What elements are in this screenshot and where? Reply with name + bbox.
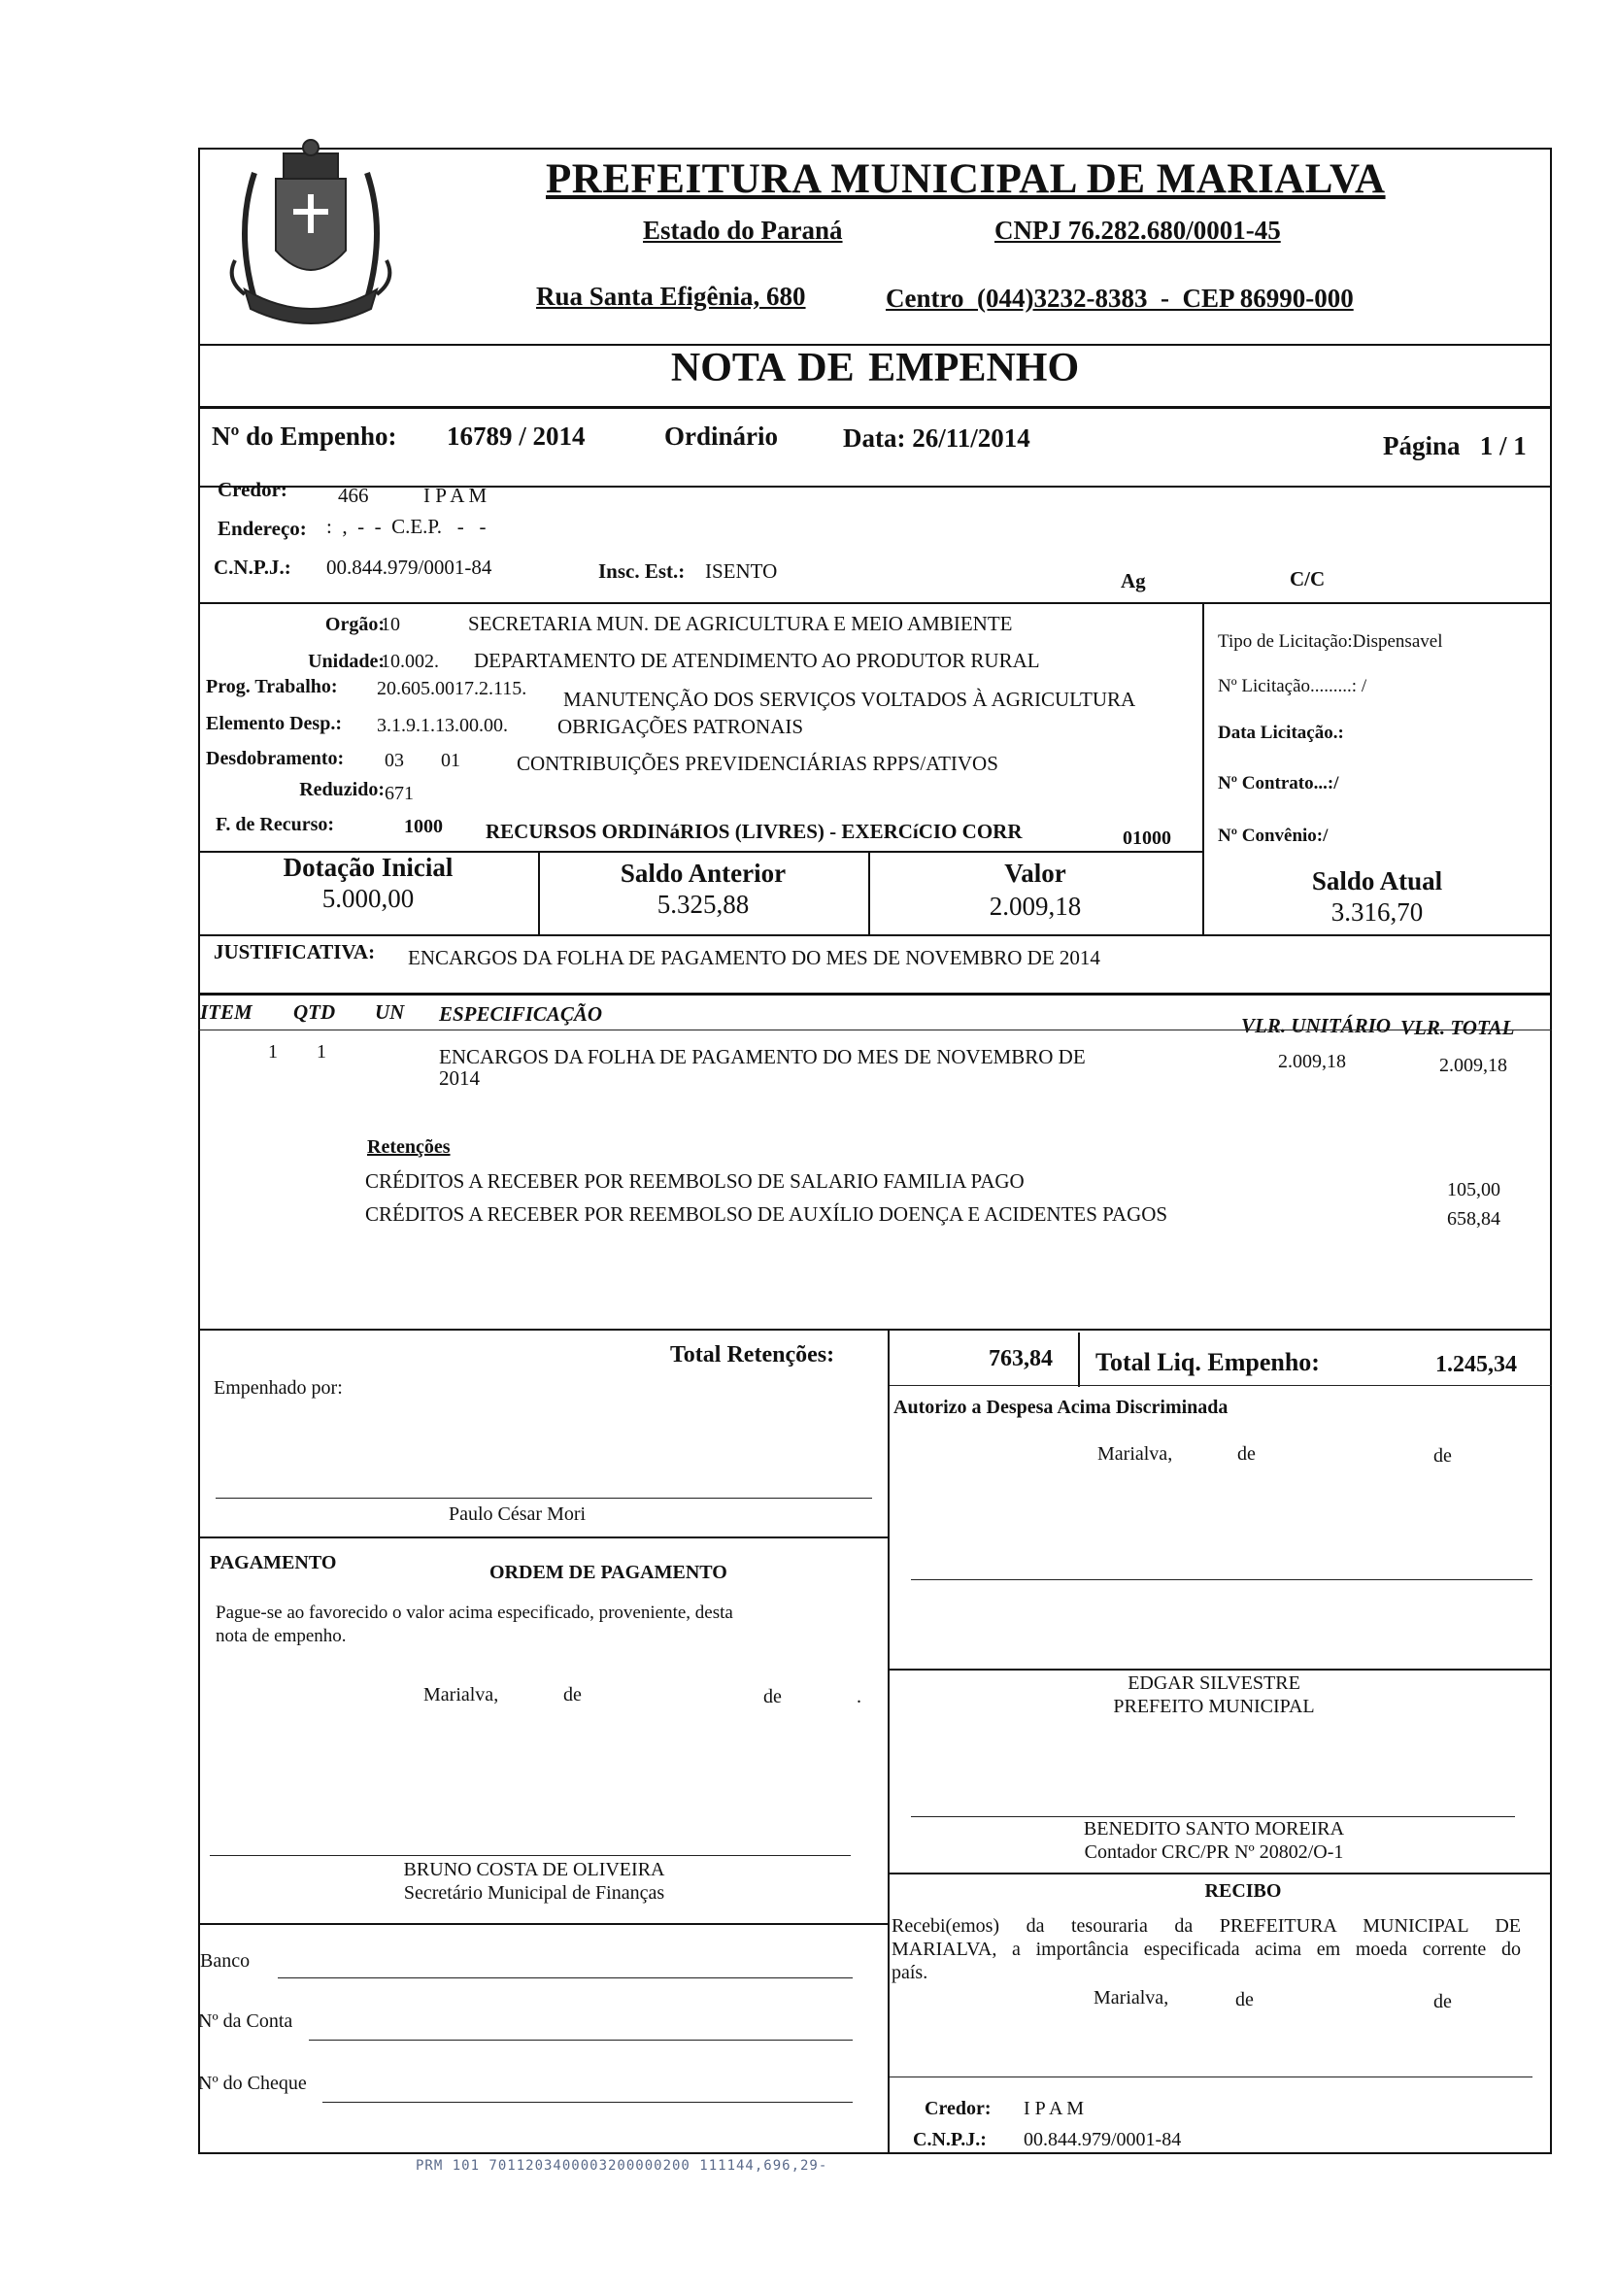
saldo-atual-label: Saldo Atual xyxy=(1311,866,1443,895)
secretario-name: BRUNO COSTA DE OLIVEIRA xyxy=(403,1859,665,1880)
footer-barcode-text: PRM 101 7011203400003200000200 111144,696,29- xyxy=(416,2158,828,2174)
fonte-recurso-desc: RECURSOS ORDINáRIOS (LIVRES) - EXERCíCIO CORR xyxy=(486,820,1023,843)
recibo-line1: Recebi(emos) da tesouraria da PREFEITURA MUNICIPAL DE xyxy=(892,1915,1521,1937)
secretario-role: Secretário Municipal de Finanças xyxy=(403,1882,665,1904)
justificativa-label: JUSTIFICATIVA: xyxy=(214,940,376,963)
ordem-marialva: Marialva, xyxy=(423,1684,499,1705)
ordem-dot: . xyxy=(857,1686,861,1707)
reduzido-label: Reduzido: xyxy=(299,779,385,800)
numero-convenio: Nº Convênio:/ xyxy=(1218,826,1329,846)
recibo-title: RECIBO xyxy=(1204,1880,1282,1902)
unidade-desc: DEPARTAMENTO DE ATENDIMENTO AO PRODUTOR RURAL xyxy=(474,649,1040,672)
retencoes-title: Retenções xyxy=(367,1136,451,1158)
empenho-date: Data: 26/11/2014 xyxy=(843,423,1030,453)
page-number: Página 1 / 1 xyxy=(1383,431,1527,460)
fonte-recurso-code2: 01000 xyxy=(1123,827,1171,849)
item-1-vlr-unitario: 2.009,18 xyxy=(1278,1051,1346,1072)
autorizo-marialva: Marialva, xyxy=(1097,1443,1173,1465)
cc-label: C/C xyxy=(1290,567,1326,591)
secretario-signature-line xyxy=(210,1855,851,1856)
recibo-de-2: de xyxy=(1433,1991,1452,2012)
recibo-top-line xyxy=(888,1873,1552,1874)
pague-se-line2: nota de empenho. xyxy=(216,1626,347,1646)
dotacao-inicial-value: 5.000,00 xyxy=(321,884,415,913)
item-1-number: 1 xyxy=(268,1041,278,1063)
item-1-vlr-total: 2.009,18 xyxy=(1439,1055,1507,1076)
totals-divider-2 xyxy=(1078,1333,1080,1387)
justificativa-divider xyxy=(198,993,1552,996)
col-qtd-header: QTD xyxy=(293,1000,336,1024)
municipality-title: PREFEITURA MUNICIPAL DE MARIALVA xyxy=(546,156,1386,202)
pague-se-line1: Pague-se ao favorecido o valor acima especificado, proveniente, desta xyxy=(216,1603,733,1623)
col-vlr-total-header: VLR. TOTAL xyxy=(1400,1016,1515,1039)
empenhado-por-label: Empenhado por: xyxy=(214,1377,343,1399)
autorizo-de-2: de xyxy=(1433,1445,1452,1467)
prog-label: Prog. Trabalho: xyxy=(206,676,338,697)
credor-code: 466 xyxy=(338,484,369,507)
item-1-description-line2: 2014 xyxy=(439,1066,480,1090)
autorizo-signature-line xyxy=(911,1579,1532,1580)
data-licitacao: Data Licitação.: xyxy=(1218,723,1344,743)
col-vlr-unitario-header: VLR. UNITÁRIO xyxy=(1241,1014,1392,1037)
elemento-code: 3.1.9.1.13.00.00. xyxy=(377,715,508,736)
saldo-anterior-label: Saldo Anterior xyxy=(620,859,787,888)
empenhado-signature-line xyxy=(216,1498,872,1499)
address-label: Rua Santa Efigênia, 680 xyxy=(536,282,806,311)
orgao-desc: SECRETARIA MUN. DE AGRICULTURA E MEIO AMBIENTE xyxy=(468,612,1013,635)
conta-label: Nº da Conta xyxy=(198,2010,293,2032)
saldo-anterior-value: 5.325,88 xyxy=(656,890,750,919)
elemento-label: Elemento Desp.: xyxy=(206,713,342,734)
retencao-1-description: CRÉDITOS A RECEBER POR REEMBOLSO DE SALARIO FAMILIA PAGO xyxy=(365,1169,1025,1193)
elemento-desc: OBRIGAÇÕES PATRONAIS xyxy=(557,715,804,738)
autorizo-de-1: de xyxy=(1237,1443,1256,1465)
banco-label: Banco xyxy=(200,1950,251,1972)
document-title: NOTA DE EMPENHO xyxy=(670,346,1080,390)
prog-desc: MANUTENÇÃO DOS SERVIÇOS VOLTADOS À AGRICULTURA xyxy=(563,688,1136,711)
totals-divider-1 xyxy=(888,1329,890,1387)
fonte-recurso-code: 1000 xyxy=(404,816,443,837)
dotacao-inicial-label: Dotação Inicial xyxy=(283,853,454,882)
credor-cnpj-value: 00.844.979/0001-84 xyxy=(326,556,492,579)
prefeito-role: PREFEITO MUNICIPAL xyxy=(1113,1696,1315,1717)
cheque-field-line xyxy=(322,2102,853,2103)
totals-bottom-line xyxy=(888,1385,1552,1386)
empenho-number: 16789 / 2014 xyxy=(447,422,586,451)
ag-label: Ag xyxy=(1121,569,1146,592)
orgao-label: Orgão: xyxy=(324,614,385,635)
empenhado-por-name: Paulo César Mori xyxy=(449,1503,587,1525)
pagamento-top-line xyxy=(198,1536,888,1538)
credor-cnpj-label: C.N.P.J.: xyxy=(214,556,291,579)
desdobramento-code2: 01 xyxy=(441,750,460,771)
tipo-licitacao: Tipo de Licitação:Dispensavel xyxy=(1218,631,1443,652)
endereco-value: : , - - C.E.P. - - xyxy=(326,515,487,538)
desdobramento-label: Desdobramento: xyxy=(206,748,345,769)
recibo-line3: país. xyxy=(892,1962,928,1983)
orgao-code: 10 xyxy=(381,614,400,635)
recibo-cnpj-value: 00.844.979/0001-84 xyxy=(1024,2129,1182,2150)
cnpj-label: CNPJ 76.282.680/0001-45 xyxy=(994,216,1281,245)
empenho-type: Ordinário xyxy=(664,422,779,451)
numero-licitacao: Nº Licitação.........: / xyxy=(1218,676,1367,696)
endereco-label: Endereço: xyxy=(218,517,307,540)
recibo-cnpj-label: C.N.P.J.: xyxy=(913,2129,987,2150)
credor-label: Credor: xyxy=(218,478,287,501)
recibo-de-1: de xyxy=(1235,1989,1254,2010)
desdobramento-code1: 03 xyxy=(385,750,404,771)
prog-code: 20.605.0017.2.115. xyxy=(377,678,527,699)
signature-column-divider xyxy=(888,1385,890,2152)
col-item-header: ITEM xyxy=(200,1000,252,1024)
recibo-credor-value: I P A M xyxy=(1024,2098,1085,2119)
empenho-number-label: Nº do Empenho: xyxy=(212,422,397,451)
fonte-recurso-label: F. de Recurso: xyxy=(216,814,335,835)
banco-top-line xyxy=(198,1923,888,1925)
total-liquido-value: 1.245,34 xyxy=(1435,1352,1517,1377)
total-retencoes-value: 763,84 xyxy=(989,1346,1053,1371)
recibo-line2: MARIALVA, a importância especificada acima em moeda corrente do xyxy=(892,1939,1521,1960)
total-retencoes-label: Total Retenções: xyxy=(670,1342,835,1367)
retencao-1-value: 105,00 xyxy=(1447,1179,1500,1200)
valor-label: Valor xyxy=(1004,859,1066,888)
pagamento-label: PAGAMENTO xyxy=(210,1552,337,1573)
recibo-credor-label: Credor: xyxy=(925,2098,992,2119)
autorizo-label: Autorizo a Despesa Acima Discriminada xyxy=(893,1397,1229,1418)
title-divider xyxy=(198,406,1552,409)
totals-top-line xyxy=(198,1329,1552,1331)
col-especificacao-header: ESPECIFICAÇÃO xyxy=(439,1002,603,1026)
cheque-label: Nº do Cheque xyxy=(198,2073,307,2094)
justificativa-text: ENCARGOS DA FOLHA DE PAGAMENTO DO MES DE NOVEMBRO DE 2014 xyxy=(408,946,1100,969)
reduzido-code: 671 xyxy=(385,783,414,804)
retencao-2-value: 658,84 xyxy=(1447,1208,1500,1230)
prefeito-top-line xyxy=(888,1669,1552,1671)
desdobramento-desc: CONTRIBUIÇÕES PREVIDENCIÁRIAS RPPS/ATIVOS xyxy=(517,752,998,775)
item-1-qtd: 1 xyxy=(317,1041,326,1063)
contador-name: BENEDITO SANTO MOREIRA xyxy=(1083,1818,1345,1840)
insc-value: ISENTO xyxy=(705,559,778,583)
insc-label: Insc. Est.: xyxy=(598,559,686,583)
values-bottom-line xyxy=(198,934,1552,936)
total-liquido-label: Total Liq. Empenho: xyxy=(1095,1348,1320,1376)
recibo-marialva: Marialva, xyxy=(1094,1987,1169,2009)
contador-signature-line xyxy=(911,1816,1515,1817)
item-1-description-line1: ENCARGOS DA FOLHA DE PAGAMENTO DO MES DE NOVEMBRO DE xyxy=(439,1045,1086,1068)
ordem-de-1: de xyxy=(563,1684,582,1705)
coat-of-arms-icon xyxy=(216,134,406,338)
unidade-label: Unidade: xyxy=(308,651,385,672)
banco-field-line xyxy=(278,1977,853,1978)
unidade-code: 10.002. xyxy=(381,651,439,672)
ordem-pagamento-label: ORDEM DE PAGAMENTO xyxy=(489,1562,727,1583)
ordem-de-2: de xyxy=(763,1686,782,1707)
retencao-2-description: CRÉDITOS A RECEBER POR REEMBOLSO DE AUXÍLIO DOENÇA E ACIDENTES PAGOS xyxy=(365,1202,1168,1226)
empenho-divider xyxy=(198,486,1552,488)
prefeito-name: EDGAR SILVESTRE xyxy=(1128,1672,1300,1694)
conta-field-line xyxy=(309,2040,853,2041)
saldo-atual-value: 3.316,70 xyxy=(1330,897,1424,927)
credor-name: I P A M xyxy=(423,484,488,507)
numero-contrato: Nº Contrato...:/ xyxy=(1218,773,1339,793)
state-label: Estado do Paraná xyxy=(643,216,843,245)
contador-role: Contador CRC/PR Nº 20802/O-1 xyxy=(1084,1841,1344,1863)
district-phone-label: Centro (044)3232-8383 - CEP 86990-000 xyxy=(886,284,1354,313)
valor-value: 2.009,18 xyxy=(989,892,1082,921)
col-un-header: UN xyxy=(375,1000,405,1024)
credor-divider xyxy=(198,602,1552,604)
